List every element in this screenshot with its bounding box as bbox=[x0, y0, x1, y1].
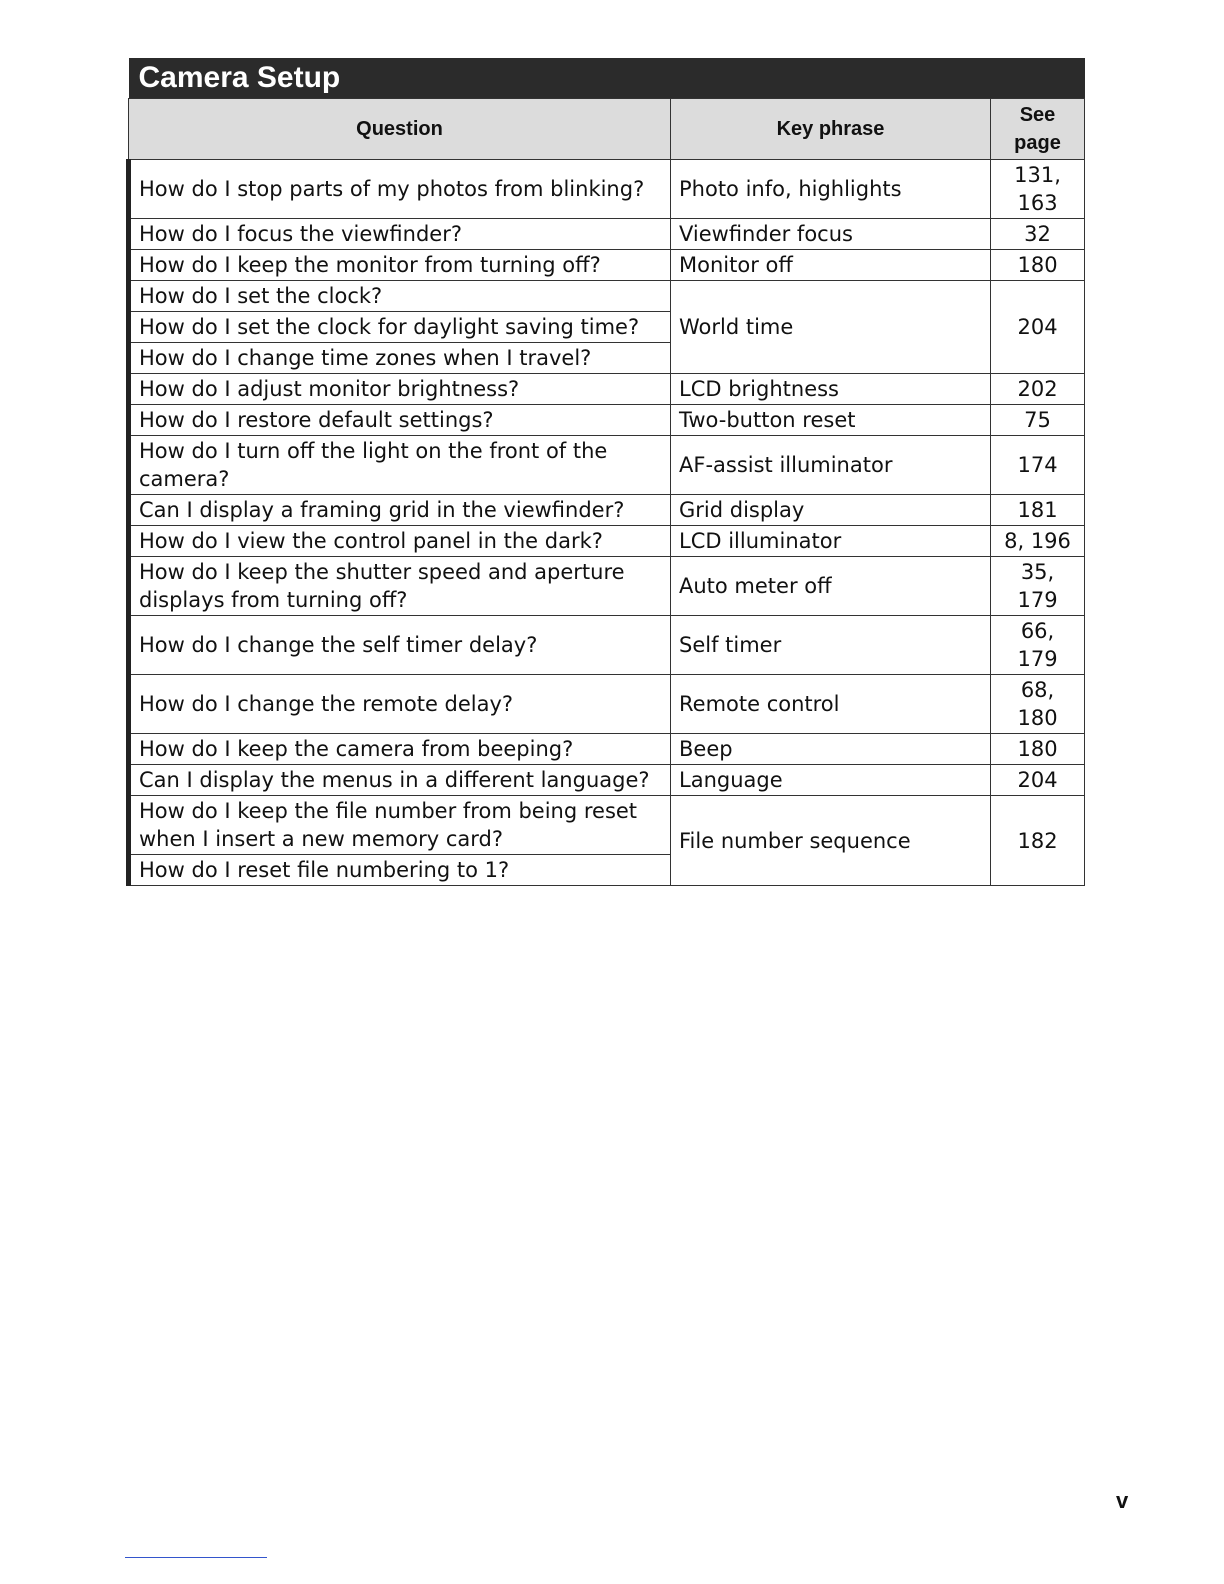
table-row bbox=[129, 374, 1085, 405]
question-cell: How do I restore default settings? bbox=[129, 405, 671, 436]
table-row bbox=[129, 765, 1085, 796]
page-number: v bbox=[1116, 1488, 1129, 1513]
see-page-cell: 202 bbox=[991, 374, 1085, 405]
question-cell: How do I adjust monitor brightness? bbox=[129, 374, 671, 405]
question-cell: How do I keep the shutter speed and aperture displays from turning off? bbox=[129, 557, 671, 616]
key-phrase-cell: Photo info, highlights bbox=[671, 160, 991, 219]
see-page-cell: 204 bbox=[991, 765, 1085, 796]
table-row bbox=[129, 495, 1085, 526]
header-see-page: See page bbox=[991, 99, 1085, 160]
see-page-cell: 66, 179 bbox=[991, 616, 1085, 675]
table-row bbox=[129, 405, 1085, 436]
see-page-cell: 32 bbox=[991, 219, 1085, 250]
question-cell: Can I display a framing grid in the viewfinder? bbox=[129, 495, 671, 526]
see-page-cell: 131, 163 bbox=[991, 160, 1085, 219]
question-cell: How do I keep the monitor from turning off? bbox=[129, 250, 671, 281]
camera-setup-table bbox=[126, 58, 1085, 886]
key-phrase-cell: Auto meter off bbox=[671, 557, 991, 616]
question-cell: How do I change the remote delay? bbox=[129, 675, 671, 734]
key-phrase-cell: Two-button reset bbox=[671, 405, 991, 436]
title-row bbox=[129, 58, 1085, 99]
see-page-cell: 8, 196 bbox=[991, 526, 1085, 557]
key-phrase-cell: Language bbox=[671, 765, 991, 796]
see-page-cell: 174 bbox=[991, 436, 1085, 495]
key-phrase-cell: Remote control bbox=[671, 675, 991, 734]
header-question: Question bbox=[129, 99, 671, 160]
see-page-cell: 35, 179 bbox=[991, 557, 1085, 616]
table-row bbox=[129, 281, 1085, 312]
table-row bbox=[129, 160, 1085, 219]
question-cell: How do I turn off the light on the front of the camera? bbox=[129, 436, 671, 495]
question-cell: How do I set the clock? bbox=[129, 281, 671, 312]
see-page-cell: 181 bbox=[991, 495, 1085, 526]
table-row bbox=[129, 734, 1085, 765]
key-phrase-cell: Self timer bbox=[671, 616, 991, 675]
table-row bbox=[129, 436, 1085, 495]
question-cell: How do I reset file numbering to 1? bbox=[129, 855, 671, 886]
table-row bbox=[129, 616, 1085, 675]
key-phrase-cell: AF-assist illuminator bbox=[671, 436, 991, 495]
table-row bbox=[129, 557, 1085, 616]
question-cell: Can I display the menus in a different language? bbox=[129, 765, 671, 796]
header-key-phrase: Key phrase bbox=[671, 99, 991, 160]
table-row bbox=[129, 250, 1085, 281]
see-page-cell: 180 bbox=[991, 250, 1085, 281]
question-cell: How do I focus the viewfinder? bbox=[129, 219, 671, 250]
question-cell: How do I keep the camera from beeping? bbox=[129, 734, 671, 765]
table-row bbox=[129, 675, 1085, 734]
see-page-cell: 75 bbox=[991, 405, 1085, 436]
question-cell: How do I change the self timer delay? bbox=[129, 616, 671, 675]
key-phrase-cell: Monitor off bbox=[671, 250, 991, 281]
table-row bbox=[129, 526, 1085, 557]
see-page-cell: 204 bbox=[991, 281, 1085, 374]
header-row bbox=[129, 99, 1085, 160]
key-phrase-cell: LCD illuminator bbox=[671, 526, 991, 557]
table-row bbox=[129, 219, 1085, 250]
question-cell: How do I stop parts of my photos from blinking? bbox=[129, 160, 671, 219]
question-cell: How do I set the clock for daylight saving time? bbox=[129, 312, 671, 343]
footnote-rule bbox=[125, 1557, 267, 1558]
key-phrase-cell: Grid display bbox=[671, 495, 991, 526]
key-phrase-cell: World time bbox=[671, 281, 991, 374]
question-cell: How do I view the control panel in the dark? bbox=[129, 526, 671, 557]
see-page-cell: 182 bbox=[991, 796, 1085, 886]
see-page-cell: 68, 180 bbox=[991, 675, 1085, 734]
see-page-cell: 180 bbox=[991, 734, 1085, 765]
table-title: Camera Setup bbox=[129, 58, 1085, 99]
key-phrase-cell: LCD brightness bbox=[671, 374, 991, 405]
question-cell: How do I keep the file number from being reset when I insert a new memory card? bbox=[129, 796, 671, 855]
key-phrase-cell: Beep bbox=[671, 734, 991, 765]
key-phrase-cell: Viewfinder focus bbox=[671, 219, 991, 250]
table-row bbox=[129, 796, 1085, 855]
question-cell: How do I change time zones when I travel? bbox=[129, 343, 671, 374]
key-phrase-cell: File number sequence bbox=[671, 796, 991, 886]
table-body bbox=[129, 58, 1085, 886]
